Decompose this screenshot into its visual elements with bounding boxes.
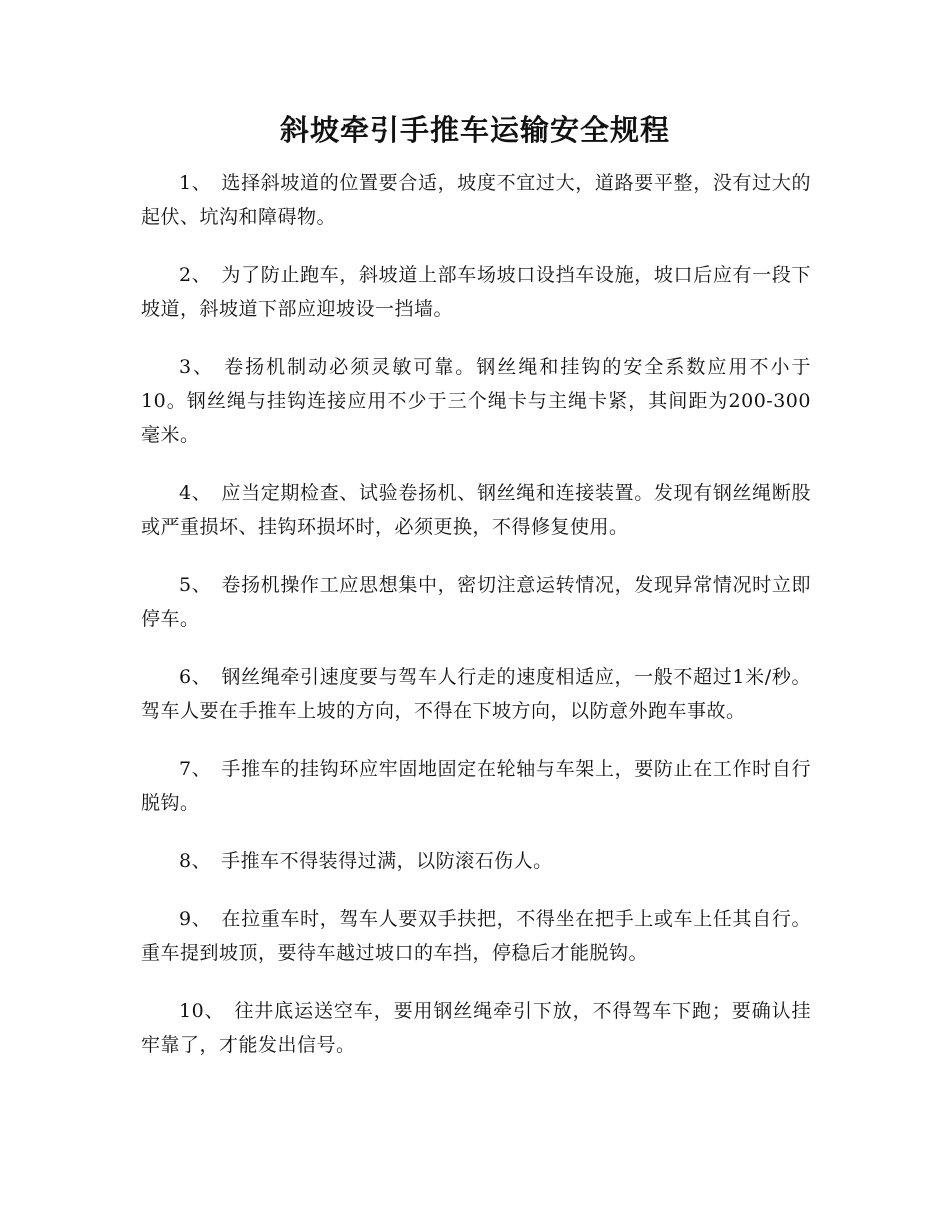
rule-item — [141, 660, 811, 728]
rule-item — [141, 994, 811, 1062]
rules-list — [141, 166, 811, 1086]
rule-item — [141, 844, 811, 878]
document-title: 斜坡牵引手推车运输安全规程 — [279, 113, 670, 147]
rule-number: 3、 — [179, 356, 215, 378]
rule-number: 5、 — [179, 574, 212, 596]
rule-item — [141, 166, 811, 234]
rule-number: 9、 — [179, 908, 212, 930]
rule-number: 2、 — [179, 264, 212, 286]
rule-number: 8、 — [179, 850, 212, 872]
rule-text: 往井底运送空车，要用钢丝绳牵引下放，不得驾车下跑；要确认挂牢靠了，才能发出信号。 — [141, 1000, 811, 1056]
rule-text: 为了防止跑车，斜坡道上部车场坡口设挡车设施，坡口后应有一段下坡道，斜坡道下部应迎坡设一挡墙。 — [141, 264, 811, 320]
rule-text: 应当定期检查、试验卷扬机、钢丝绳和连接装置。发现有钢丝绳断股或严重损坏、挂钩环损坏时，必须更换，不得修复使用。 — [141, 482, 811, 538]
rule-text: 卷扬机制动必须灵敏可靠。钢丝绳和挂钩的安全系数应用不小于10。钢丝绳与挂钩连接应用不少于三个绳卡与主绳卡紧，其间距为200-300毫米。 — [141, 356, 811, 446]
rule-item — [141, 752, 811, 820]
rule-text: 手推车不得装得过满，以防滚石伤人。 — [221, 850, 553, 872]
rule-text: 钢丝绳牵引速度要与驾车人行走的速度相适应，一般不超过1米/秒。驾车人要在手推车上坡的方向，不得在下坡方向，以防意外跑车事故。 — [141, 666, 811, 722]
rule-number: 10、 — [179, 1000, 225, 1022]
rule-text: 在拉重车时，驾车人要双手扶把，不得坐在把手上或车上任其自行。重车提到坡顶，要待车越过坡口的车挡，停稳后才能脱钩。 — [141, 908, 811, 964]
rule-number: 7、 — [179, 758, 212, 780]
rule-number: 4、 — [179, 482, 212, 504]
rule-number: 6、 — [179, 666, 212, 688]
rule-item — [141, 476, 811, 544]
rule-text: 选择斜坡道的位置要合适，坡度不宜过大，道路要平整，没有过大的起伏、坑沟和障碍物。 — [141, 172, 811, 228]
rule-number: 1、 — [179, 172, 212, 194]
rule-item — [141, 568, 811, 636]
rule-text: 手推车的挂钩环应牢固地固定在轮轴与车架上，要防止在工作时自行脱钩。 — [141, 758, 811, 814]
rule-item — [141, 350, 811, 452]
rule-item — [141, 258, 811, 326]
rule-item — [141, 902, 811, 970]
rule-text: 卷扬机操作工应思想集中，密切注意运转情况，发现异常情况时立即停车。 — [141, 574, 811, 630]
